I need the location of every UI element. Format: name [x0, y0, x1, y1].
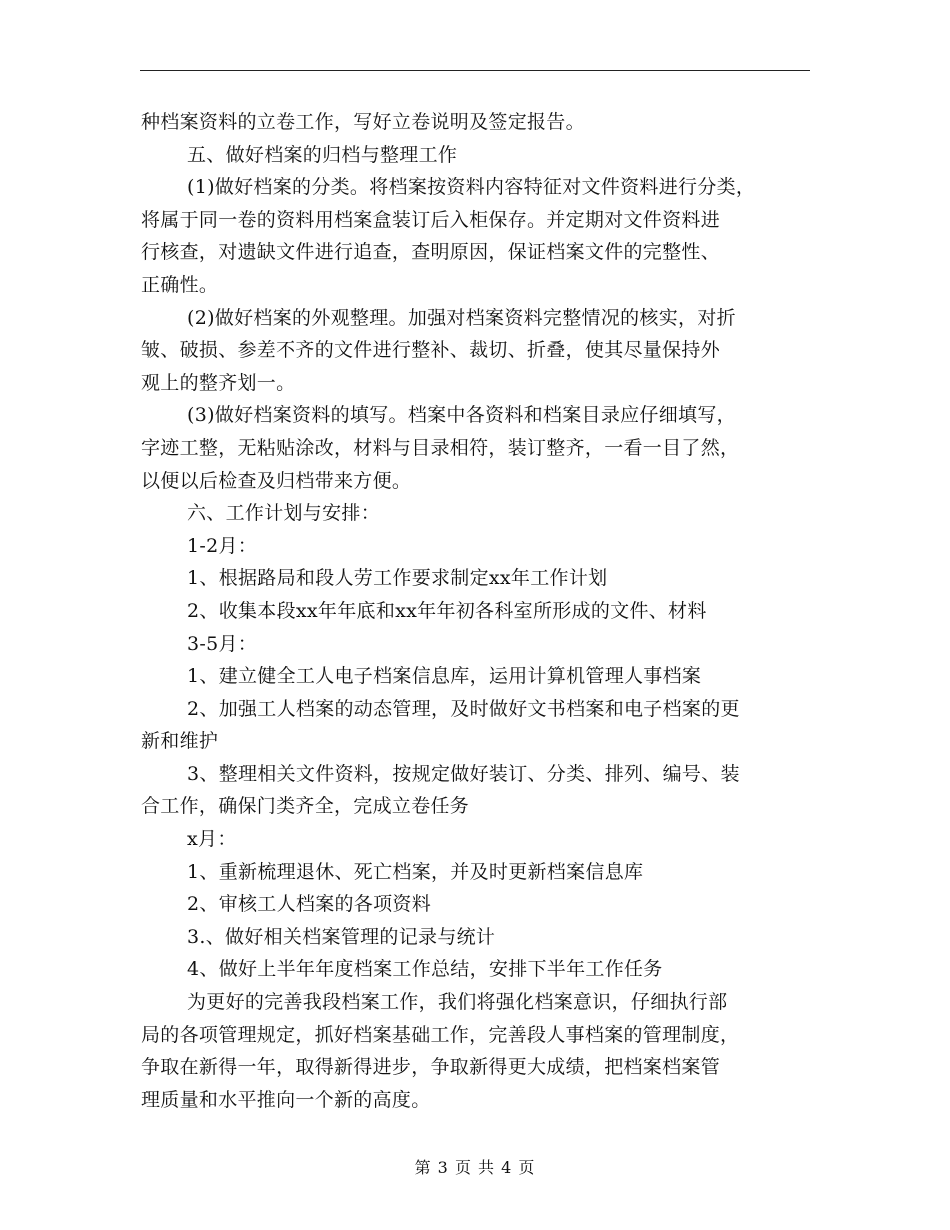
text-line: 为更好的完善我段档案工作，我们将强化档案意识，仔细执行部 [187, 991, 728, 1014]
text-line: 六、工作计划与安排： [187, 502, 381, 525]
text-line: 行核查，对遗缺文件进行追查，查明原因，保证档案文件的完整性、 [141, 241, 721, 264]
text-line: 2、收集本段xx年年底和xx年年初各科室所形成的文件、材料 [187, 599, 707, 622]
text-line: 4、做好上半年年度档案工作总结，安排下半年工作任务 [187, 958, 663, 981]
text-line: 皱、破损、参差不齐的文件进行整补、裁切、折叠，使其尽量保持外 [141, 339, 721, 362]
text-line: 将属于同一卷的资料用档案盒装订后入柜保存。并定期对文件资料进 [141, 208, 721, 231]
text-line: 正确性。 [141, 273, 219, 296]
text-line: 2、审核工人档案的各项资料 [187, 893, 431, 916]
text-line: 合工作，确保门类齐全，完成立卷任务 [141, 795, 470, 818]
text-line: (3)做好档案资料的填写。档案中各资料和档案目录应仔细填写， [187, 404, 736, 427]
text-line: 种档案资料的立卷工作，写好立卷说明及签定报告。 [141, 111, 585, 133]
text-line: 以便以后检查及归档带来方便。 [141, 469, 412, 492]
text-line: 观上的整齐划一。 [141, 371, 296, 394]
text-line: 1-2月： [187, 534, 258, 557]
text-line: 2、加强工人档案的动态管理，及时做好文书档案和电子档案的更 [187, 697, 740, 720]
text-line: 五、做好档案的归档与整理工作 [187, 143, 458, 166]
text-line: 争取在新得一年，取得新得进步，争取新得更大成绩，把档案档案管 [141, 1056, 721, 1079]
text-line: x月： [187, 828, 237, 851]
text-line: 1、建立健全工人电子档案信息库，运用计算机管理人事档案 [187, 665, 702, 688]
text-line: 3、整理相关文件资料，按规定做好装订、分类、排列、编号、装 [187, 762, 740, 785]
text-line: (1)做好档案的分类。将档案按资料内容特征对文件资料进行分类， [187, 176, 756, 199]
page-footer: 第 3 页 共 4 页 [414, 1158, 536, 1177]
text-line: 3.、做好相关档案管理的记录与统计 [187, 925, 496, 948]
text-line: 新和维护 [141, 730, 219, 753]
text-line: 1、根据路局和段人劳工作要求制定xx年工作计划 [187, 567, 608, 590]
text-line: 字迹工整，无粘贴涂改，材料与目录相符，装订整齐，一看一目了然， [141, 436, 740, 459]
text-line: (2)做好档案的外观整理。加强对档案资料完整情况的核实，对折 [187, 306, 736, 329]
text-line: 3-5月： [187, 632, 258, 655]
text-line: 1、重新梳理退休、死亡档案，并及时更新档案信息库 [187, 860, 644, 883]
header-rule [140, 70, 810, 71]
document-body [141, 106, 821, 1116]
text-line: 理质量和水平推向一个新的高度。 [141, 1088, 431, 1111]
text-line: 局的各项管理规定，抓好档案基础工作，完善段人事档案的管理制度， [141, 1023, 740, 1046]
